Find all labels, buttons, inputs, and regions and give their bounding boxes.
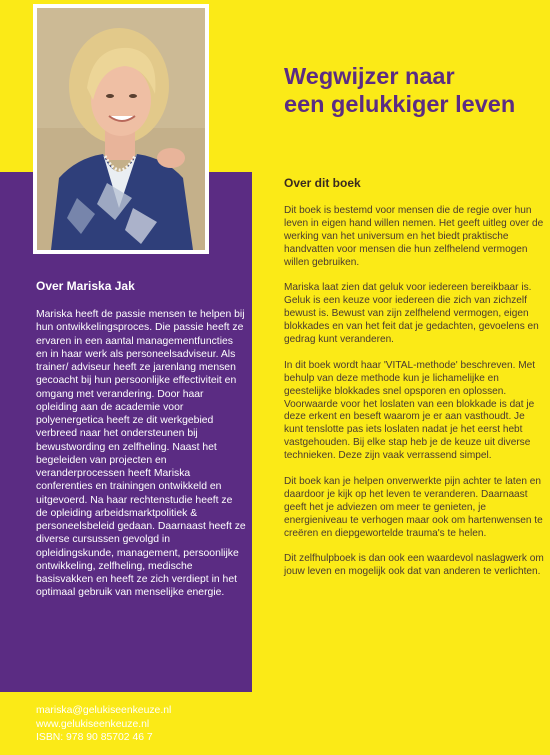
book-title-line-2: een gelukkiger leven: [284, 91, 516, 117]
book-title-line-1: Wegwijzer naar: [284, 63, 455, 89]
contact-block: [36, 704, 171, 745]
author-bio: Mariska heeft de passie mensen te helpen bij hun ontwikkelingsproces. Die passie heeft ze ervaren in een aantal managementfuncties en in haar werk als personeelsadviseur. Als trainer/ adviseur heeft ze jarenlang mensen gecoacht bij hun persoonlijke effectiviteit en omgang met verandering. Door haar opleiding aan de academie voor polyenergetica heeft ze dit werkgebied verbreed naar het ondersteunen bij bewustwording en zelfheling. Naast het begeleiden van projecten en veranderprocessen heeft Mariska conferenties en trainingen ontwikkeld en uitgevoerd. Na haar rechtenstudie heeft ze de opleiding arbeidsmarktpolitiek & personeelsbeleid gedaan. Daarnaast heeft ze diverse cursussen gevolgd in opleidingskunde, management, persoonlijke ontwikkeling, zelfheling, medische basisvakken en heeft ze zich verdiept in het optimaal gebruik van menselijke energie.: [36, 309, 246, 599]
book-title: [284, 62, 546, 118]
contact-email: mariska@gelukiseenkeuze.nl: [36, 705, 172, 716]
about-paragraph: Dit zelfhulpboek is dan ook een waardevol naslagwerk om jouw leven en mogelijk ook dat van anderen te verlichten.: [284, 553, 544, 578]
about-paragraph: Dit boek is bestemd voor mensen die de regie over hun leven in eigen hand willen nemen. Het geeft uitleg over de werking van het universum en het biedt praktische handvatten voor mensen die hun zelfhelend vermogen willen gebruiken.: [284, 205, 544, 268]
author-heading: Over Mariska Jak: [36, 279, 135, 293]
about-text: [284, 205, 546, 592]
about-heading: Over dit boek: [284, 176, 361, 190]
about-paragraph: Dit boek kan je helpen onverwerkte pijn achter te laten en daardoor je kijk op het leven te veranderen. Daarnaast geeft het je adviezen om meer te genieten, je energieniveau te verhogen maar ook om hartenwensen te creëren en diepgewortelde trauma's te helen.: [284, 475, 543, 539]
contact-isbn: ISBN: 978 90 85702 46 7: [36, 732, 153, 744]
author-photo-frame: [33, 4, 209, 254]
about-paragraph: In dit boek wordt haar 'VITAL-methode' beschreven. Met behulp van deze methode kun je lichamelijke en geestelijke blokkades snel opsporen en oplossen. Voorwaarde voor het loslaten van een blokkade is dat je deze erkent en beseft waarom je er aan vasthoudt. Je kunt tenslotte pas iets loslaten nadat je het eerst hebt vastgehouden. Bij elke stap heb je de keuze uit diverse technieken. Deze zijn vaak verrassend simpel.: [284, 359, 536, 462]
author-photo: [37, 8, 205, 250]
contact-website: www.gelukiseenkeuze.nl: [36, 718, 150, 730]
about-paragraph: Mariska laat zien dat geluk voor iedereen bereikbaar is. Geluk is een keuze voor iedereen die zich van zichzelf bewust is. Bewust van zijn zelfhelend vermogen, eigen blokkades en van het feit dat je gedachten, gevoelens en gedrag kunt veranderen.: [284, 282, 539, 346]
